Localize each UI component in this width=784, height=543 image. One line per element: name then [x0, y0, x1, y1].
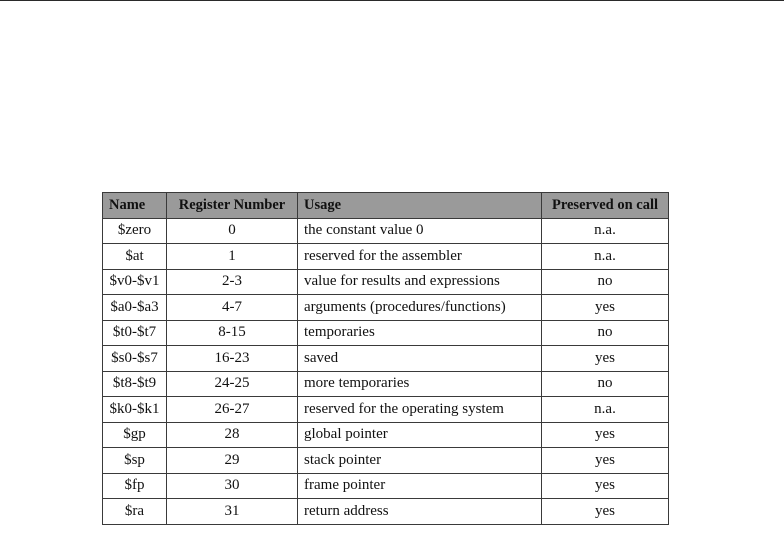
cell-name: $at — [103, 244, 167, 270]
cell-usage: arguments (procedures/functions) — [298, 295, 542, 321]
cell-name: $v0-$v1 — [103, 269, 167, 295]
table-row — [103, 346, 669, 372]
cell-preserved: no — [542, 320, 669, 346]
cell-usage: stack pointer — [298, 448, 542, 474]
cell-register-number: 2-3 — [167, 269, 298, 295]
cell-usage: global pointer — [298, 422, 542, 448]
table-row — [103, 218, 669, 244]
cell-preserved: yes — [542, 499, 669, 525]
table-row — [103, 269, 669, 295]
table-row — [103, 422, 669, 448]
cell-register-number: 24-25 — [167, 371, 298, 397]
table-row — [103, 397, 669, 423]
cell-preserved: no — [542, 269, 669, 295]
cell-register-number: 31 — [167, 499, 298, 525]
cell-register-number: 28 — [167, 422, 298, 448]
cell-usage: frame pointer — [298, 473, 542, 499]
cell-usage: more temporaries — [298, 371, 542, 397]
cell-usage: value for results and expressions — [298, 269, 542, 295]
cell-usage: the constant value 0 — [298, 218, 542, 244]
cell-register-number: 4-7 — [167, 295, 298, 321]
table-row — [103, 499, 669, 525]
cell-name: $t0-$t7 — [103, 320, 167, 346]
cell-preserved: yes — [542, 346, 669, 372]
cell-name: $ra — [103, 499, 167, 525]
cell-usage: reserved for the assembler — [298, 244, 542, 270]
header-name: Name — [103, 193, 167, 219]
cell-preserved: yes — [542, 422, 669, 448]
table-row — [103, 448, 669, 474]
cell-register-number: 30 — [167, 473, 298, 499]
cell-usage: reserved for the operating system — [298, 397, 542, 423]
cell-name: $s0-$s7 — [103, 346, 167, 372]
table-row — [103, 295, 669, 321]
cell-register-number: 1 — [167, 244, 298, 270]
cell-preserved: yes — [542, 448, 669, 474]
cell-register-number: 0 — [167, 218, 298, 244]
cell-name: $fp — [103, 473, 167, 499]
cell-usage: saved — [298, 346, 542, 372]
cell-preserved: yes — [542, 473, 669, 499]
top-divider — [0, 0, 784, 1]
cell-register-number: 8-15 — [167, 320, 298, 346]
cell-name: $gp — [103, 422, 167, 448]
cell-usage: return address — [298, 499, 542, 525]
cell-name: $a0-$a3 — [103, 295, 167, 321]
header-register-number: Register Number — [167, 193, 298, 219]
header-usage: Usage — [298, 193, 542, 219]
table-row — [103, 244, 669, 270]
cell-preserved: n.a. — [542, 244, 669, 270]
table-row — [103, 473, 669, 499]
cell-name: $t8-$t9 — [103, 371, 167, 397]
header-preserved-on-call: Preserved on call — [542, 193, 669, 219]
table-row — [103, 320, 669, 346]
cell-register-number: 16-23 — [167, 346, 298, 372]
cell-register-number: 26-27 — [167, 397, 298, 423]
cell-preserved: yes — [542, 295, 669, 321]
cell-usage: temporaries — [298, 320, 542, 346]
cell-register-number: 29 — [167, 448, 298, 474]
cell-preserved: n.a. — [542, 397, 669, 423]
register-table — [102, 192, 669, 525]
table-row — [103, 371, 669, 397]
cell-name: $k0-$k1 — [103, 397, 167, 423]
cell-preserved: no — [542, 371, 669, 397]
cell-name: $zero — [103, 218, 167, 244]
cell-name: $sp — [103, 448, 167, 474]
table-header-row — [103, 193, 669, 219]
cell-preserved: n.a. — [542, 218, 669, 244]
